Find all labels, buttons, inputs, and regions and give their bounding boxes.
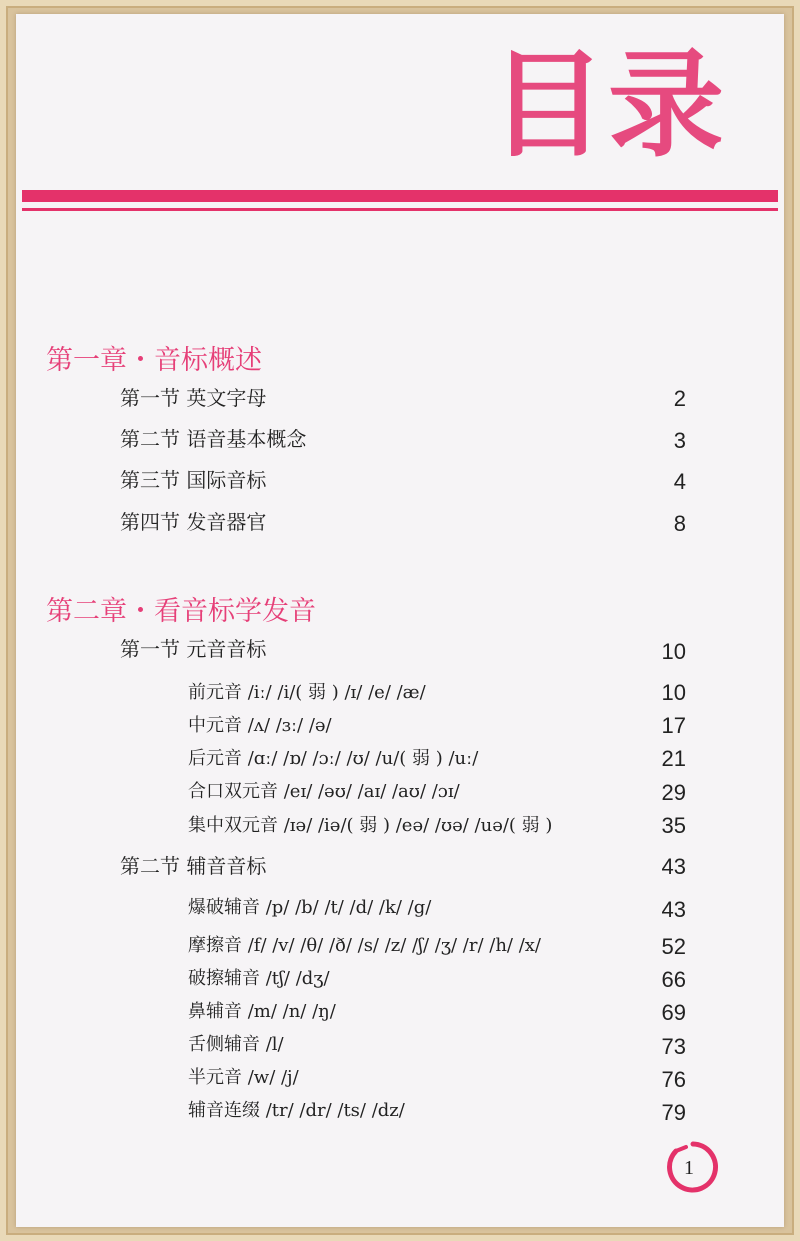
toc-entry-2-1[interactable]: 第一节 元音音标	[120, 637, 267, 661]
toc-entry-1-3[interactable]: 第三节 国际音标	[120, 468, 267, 492]
page-number: 1	[684, 1157, 694, 1179]
toc-subentry-2-2-1[interactable]: 爆破辅音 /p/ /b/ /t/ /d/ /k/ /g/	[188, 897, 432, 918]
toc-subpage-2-1-3: 21	[661, 746, 686, 771]
toc-subpage-2-1-1: 10	[661, 680, 686, 705]
toc-page-1-4: 8	[673, 511, 686, 536]
toc-subentry-2-1-1[interactable]: 前元音 /iː/ /i/( 弱 ) /ɪ/ /e/ /æ/	[188, 682, 426, 703]
toc-subpage-2-1-2: 17	[661, 713, 686, 738]
toc-entry-1-4[interactable]: 第四节 发音器官	[120, 510, 267, 534]
toc-subentry-2-2-6[interactable]: 半元音 /w/ /j/	[188, 1067, 299, 1088]
toc-subpage-2-2-3: 66	[661, 967, 686, 992]
toc-subpage-2-1-5: 35	[661, 813, 686, 838]
toc-subentry-2-2-4[interactable]: 鼻辅音 /m/ /n/ /ŋ/	[188, 1001, 336, 1022]
toc-subentry-2-2-3[interactable]: 破擦辅音 /tʃ/ /dʒ/	[188, 968, 330, 989]
toc-subentry-2-1-2[interactable]: 中元音 /ʌ/ /ɜː/ /ə/	[188, 715, 332, 736]
toc-subentry-2-1-5[interactable]: 集中双元音 /ɪə/ /iə/( 弱 ) /eə/ /ʊə/ /uə/( 弱 )	[188, 815, 553, 836]
toc-subpage-2-2-7: 79	[661, 1100, 686, 1125]
chapter-2-title[interactable]: 第二章・看音标学发音	[46, 596, 316, 627]
toc-subpage-2-2-4: 69	[661, 1000, 686, 1025]
page-number-badge	[664, 1139, 722, 1197]
toc-subentry-2-1-4[interactable]: 合口双元音 /eɪ/ /əʊ/ /aɪ/ /aʊ/ /ɔɪ/	[188, 781, 460, 802]
toc-page-1-3: 4	[673, 469, 686, 494]
toc-page-2-2: 43	[661, 854, 686, 879]
toc-subentry-2-1-3[interactable]: 后元音 /ɑː/ /ɒ/ /ɔː/ /ʊ/ /u/( 弱 ) /uː/	[188, 748, 479, 769]
toc-subpage-2-2-5: 73	[661, 1034, 686, 1059]
toc-entry-1-1[interactable]: 第一节 英文字母	[120, 386, 267, 410]
toc-page-2-1: 10	[661, 639, 686, 664]
toc-subpage-2-2-2: 52	[661, 934, 686, 959]
toc-subentry-2-2-2[interactable]: 摩擦音 /f/ /v/ /θ/ /ð/ /s/ /z/ /ʃ/ /ʒ/ /r/ /h/ /x/	[188, 935, 541, 956]
title-rule-thick	[22, 190, 778, 202]
toc-entry-2-2[interactable]: 第二节 辅音音标	[120, 854, 267, 878]
toc-subentry-2-2-7[interactable]: 辅音连缀 /tr/ /dr/ /ts/ /dz/	[188, 1100, 405, 1121]
toc-subentry-2-2-5[interactable]: 舌侧辅音 /l/	[188, 1034, 284, 1055]
toc-page	[16, 14, 784, 1227]
toc-entry-1-2[interactable]: 第二节 语音基本概念	[120, 427, 307, 451]
chapter-1-title[interactable]: 第一章・音标概述	[46, 345, 262, 376]
page-title: 目录	[490, 38, 726, 173]
toc-page-1-2: 3	[673, 428, 686, 453]
toc-subpage-2-2-6: 76	[661, 1067, 686, 1092]
title-rule-thin	[22, 208, 778, 211]
toc-page-1-1: 2	[673, 386, 686, 411]
toc-subpage-2-2-1: 43	[661, 897, 686, 922]
toc-subpage-2-1-4: 29	[661, 780, 686, 805]
